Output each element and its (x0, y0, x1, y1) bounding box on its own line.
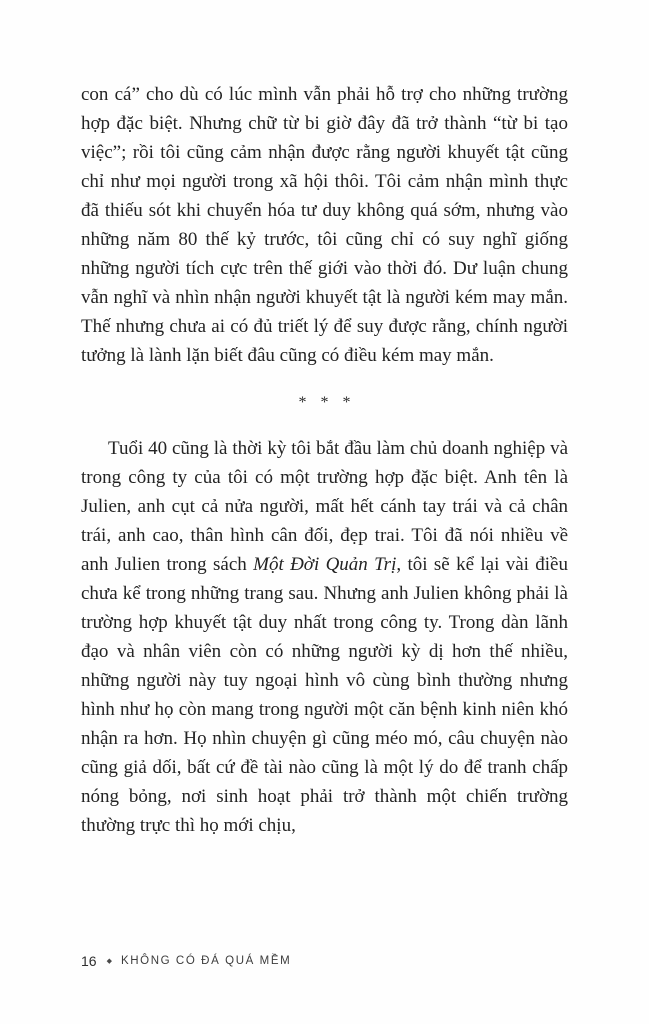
paragraph-text-after-title: , tôi sẽ kể lại vài điều chưa kể trong những trang sau. Nhưng anh Julien không phải là trường hợp khuyết tật duy nhất trong công ty. Trong dàn lãnh đạo và nhân viên còn có những người kỳ dị hơn thế nhiều, những người này tuy ngoại hình vô cùng bình thường nhưng hình như họ còn mang trong người một căn bệnh kinh niên khó nhận ra hơn. Họ nhìn chuyện gì cũng méo mó, câu chuyện nào cũng giả dối, bất cứ đề tài nào cũng là một lý do để tranh chấp nóng bỏng, nơi sinh hoạt phải trở thành một chiến trường thường trực thì họ mới chịu, (81, 554, 568, 836)
paragraph-continued: con cá” cho dù có lúc mình vẫn phải hỗ trợ cho những trường hợp đặc biệt. Nhưng chữ từ bi giờ đây đã trở thành “từ bi tạo việc”; rồi tôi cũng cảm nhận được rằng người khuyết tật cũng chỉ như mọi người trong xã hội thôi. Tôi cảm nhận mình thực đã thiếu sót khi chuyển hóa tư duy không quá sớm, nhưng vào những năm 80 thế kỷ trước, tôi cũng chỉ có suy nghĩ giống những người tích cực trên thế giới vào thời đó. Dư luận chung vẫn nghĩ và nhìn nhận người khuyết tật là người kém may mắn. Thế nhưng chưa ai có đủ triết lý để suy được rằng, chính người tưởng là lành lặn biết đâu cũng có điều kém may mắn. (81, 84, 568, 366)
book-title-italic: Một Đời Quản Trị (253, 554, 397, 575)
running-head-book-title: KHÔNG CÓ ĐÁ QUÁ MỀM (120, 955, 292, 967)
section-separator: * * * (298, 394, 356, 411)
page-number: 16 (81, 953, 97, 969)
diamond-icon: ◆ (106, 957, 112, 965)
body-text (81, 80, 568, 840)
paragraph-text-before-title: Tuổi 40 cũng là thời kỳ tôi bắt đầu làm chủ doanh nghiệp và trong công ty của tôi có một trường hợp đặc biệt. Anh tên là Julien, anh cụt cả nửa người, mất hết cánh tay trái và cả chân trái, anh cao, thân hình cân đối, đẹp trai. Tôi đã nói nhiều về anh Julien trong sách (81, 438, 568, 575)
page-footer (81, 953, 291, 969)
paragraph-new-section (81, 434, 568, 840)
